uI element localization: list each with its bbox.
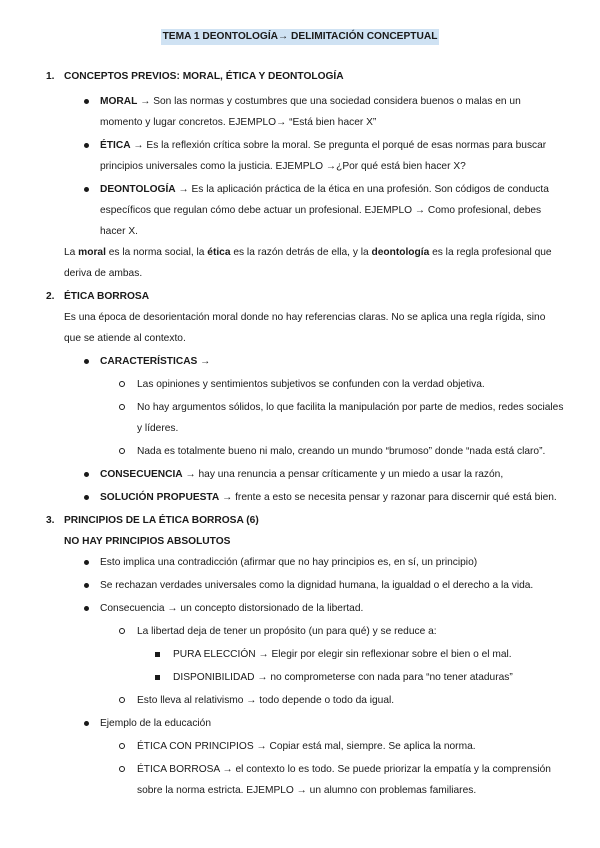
- section-1-heading: [0, 66, 600, 87]
- hollow-bullet-icon: [119, 766, 125, 772]
- square-bullet-icon: [155, 675, 160, 680]
- section-2-number: 2.: [46, 291, 55, 302]
- caracteristica-text: Nada es totalmente bueno ni malo, creando un mundo “brumoso” donde “nada está claro”.: [137, 446, 546, 457]
- section-1-summary: [0, 242, 600, 284]
- term-etica: ÉTICA: [100, 140, 131, 151]
- list-item-caracteristica-2: [0, 397, 600, 439]
- bullet-icon: [84, 583, 89, 588]
- list-item-moral: [0, 91, 600, 133]
- section-2-list: [0, 351, 600, 508]
- list-item: [0, 736, 600, 757]
- summary-text: es la regla profesional que deriva de ambas.: [64, 247, 552, 279]
- caracteristica-text: Las opiniones y sentimientos subjetivos se confunden con la verdad objetiva.: [137, 379, 485, 390]
- list-item: [0, 644, 600, 665]
- section-1-number: 1.: [46, 71, 55, 82]
- list-item: [0, 759, 600, 801]
- bullet-icon: [84, 495, 89, 500]
- item-text: La libertad deja de tener un propósito (un para qué) y se reduce a:: [137, 626, 437, 637]
- section-1-title: CONCEPTOS PREVIOS: MORAL, ÉTICA Y DEONTOLOGÍA: [64, 71, 344, 82]
- item-text: ÉTICA BORROSA → el contexto lo es todo. Se puede priorizar la empatía y la comprensión sobre la norma estricta. EJEMPLO → un alumno con problemas familiares.: [137, 764, 551, 796]
- deontologia-definition: → Es la aplicación práctica de la ética en una profesión. Son códigos de conducta específicos que regulan cómo debe actuar un profesional. EJEMPLO → Como profesional, debes hacer X.: [100, 184, 549, 237]
- section-1-list: [0, 91, 600, 242]
- section-2-heading: [0, 286, 600, 307]
- bullet-icon: [84, 99, 89, 104]
- list-item: [0, 621, 600, 642]
- moral-definition: → Son las normas y costumbres que una sociedad considera buenos o malas en un momento y lugar concretos. EJEMPLO→ “Está bien hacer X”: [100, 96, 521, 128]
- term-solucion: SOLUCIÓN PROPUESTA: [100, 492, 220, 503]
- hollow-bullet-icon: [119, 743, 125, 749]
- section-3-number: 3.: [46, 515, 55, 526]
- bullet-icon: [84, 606, 89, 611]
- hollow-bullet-icon: [119, 628, 125, 634]
- list-item-consecuencia: [0, 464, 600, 485]
- term-moral: MORAL: [100, 96, 138, 107]
- list-item: [0, 690, 600, 711]
- term-consecuencia: CONSECUENCIA: [100, 469, 183, 480]
- caracteristica-text: No hay argumentos sólidos, lo que facilita la manipulación por parte de medios, redes sociales y líderes.: [137, 402, 564, 434]
- item-text: ÉTICA CON PRINCIPIOS → Copiar está mal, siempre. Se aplica la norma.: [137, 741, 476, 752]
- section-3-heading: [0, 510, 600, 531]
- summary-text: es la norma social, la: [105, 247, 208, 258]
- bullet-icon: [84, 560, 89, 565]
- section-3-title: PRINCIPIOS DE LA ÉTICA BORROSA (6): [64, 515, 259, 526]
- item-text: Esto implica una contradicción (afirmar que no hay principios es, en sí, un principio): [100, 557, 478, 568]
- list-item-etica: [0, 135, 600, 177]
- item-text: Esto lleva al relativismo → todo depende o todo da igual.: [137, 695, 395, 706]
- hollow-bullet-icon: [119, 697, 125, 703]
- item-text: DISPONIBILIDAD → no comprometerse con nada para “no tener ataduras”: [173, 672, 513, 683]
- list-item: [0, 575, 600, 596]
- list-item-caracteristica-1: [0, 374, 600, 395]
- item-text: Consecuencia → un concepto distorsionado de la libertad.: [100, 603, 364, 614]
- section-2-title: ÉTICA BORROSA: [64, 291, 150, 302]
- document-body: [0, 66, 600, 801]
- summary-text: La: [64, 247, 79, 258]
- list-item-caracteristica-3: [0, 441, 600, 462]
- list-item: [0, 713, 600, 734]
- list-item: [0, 552, 600, 573]
- hollow-bullet-icon: [119, 448, 125, 454]
- square-bullet-icon: [155, 652, 160, 657]
- section-2-intro: Es una época de desorientación moral donde no hay referencias claras. No se aplica una regla rígida, sino que se atiende al contexto.: [64, 312, 546, 344]
- summary-text: es la razón detrás de ella, y la: [230, 247, 372, 258]
- hollow-bullet-icon: [119, 404, 125, 410]
- item-text: Se rechazan verdades universales como la dignidad humana, la igualdad o el derecho a la vida.: [100, 580, 534, 591]
- hollow-bullet-icon: [119, 381, 125, 387]
- bullet-icon: [84, 187, 89, 192]
- list-item-solucion: [0, 487, 600, 508]
- item-text: PURA ELECCIÓN → Elegir por elegir sin reflexionar sobre el bien o el mal.: [173, 649, 512, 660]
- bullet-icon: [84, 143, 89, 148]
- section-3-list: [0, 552, 600, 801]
- etica-definition: → Es la reflexión crítica sobre la moral. Se pregunta el porqué de esas normas para buscar principios universales como la justicia. EJEMPLO →¿Por qué está bien hacer X?: [100, 140, 547, 172]
- summary-term-etica: ética: [207, 247, 231, 258]
- term-caracteristicas: CARACTERÍSTICAS →: [100, 356, 211, 367]
- document-title: TEMA 1 DEONTOLOGÍA→ DELIMITACIÓN CONCEPTUAL: [161, 29, 440, 45]
- list-item-caracteristicas: [0, 351, 600, 372]
- consecuencia-text: → hay una renuncia a pensar críticamente y un miedo a usar la razón,: [182, 469, 504, 480]
- list-item: [0, 598, 600, 619]
- item-text: Ejemplo de la educación: [100, 718, 212, 729]
- bullet-icon: [84, 721, 89, 726]
- summary-term-deontologia: deontología: [371, 247, 430, 258]
- summary-term-moral: moral: [78, 247, 106, 258]
- solucion-text: → frente a esto se necesita pensar y razonar para discernir qué está bien.: [219, 492, 557, 503]
- section-3-subtitle: NO HAY PRINCIPIOS ABSOLUTOS: [64, 536, 231, 547]
- list-item-deontologia: [0, 179, 600, 242]
- bullet-icon: [84, 359, 89, 364]
- bullet-icon: [84, 472, 89, 477]
- list-item: [0, 667, 600, 688]
- term-deontologia: DEONTOLOGÍA: [100, 184, 176, 195]
